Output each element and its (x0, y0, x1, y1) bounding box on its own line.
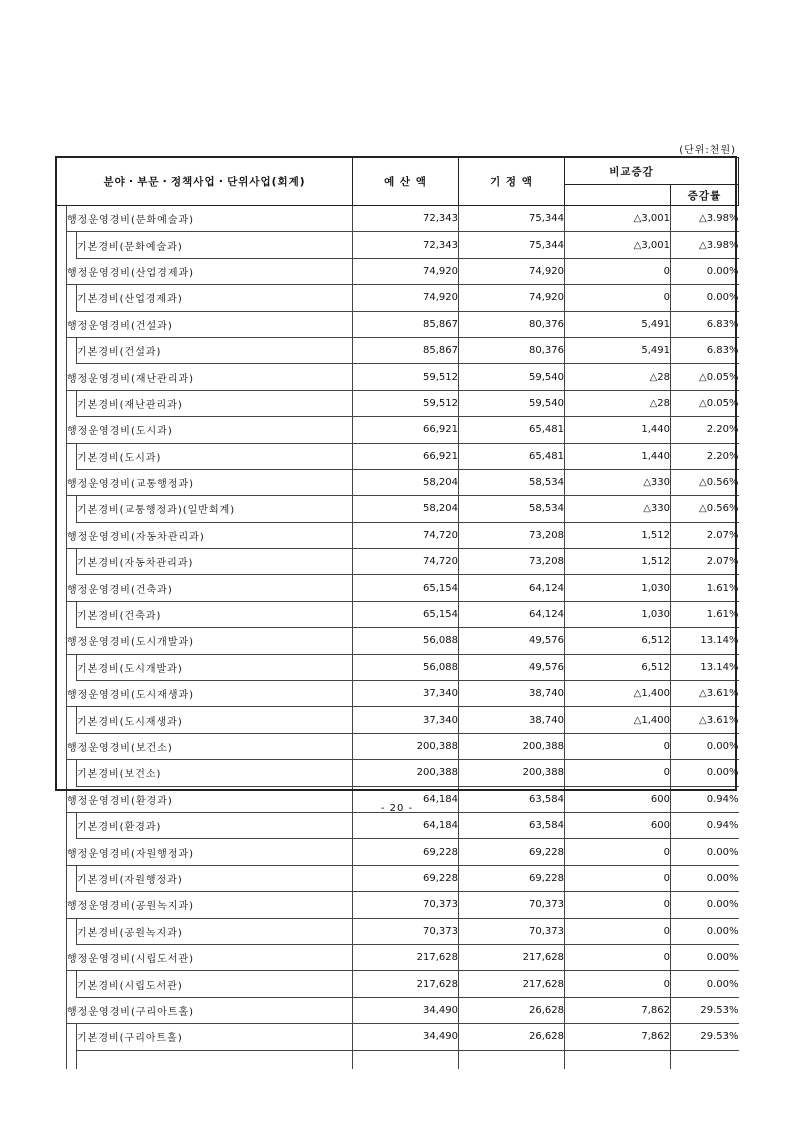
tree-indent (57, 601, 67, 627)
row-existing: 65,481 (459, 417, 565, 443)
tree-indent (67, 496, 77, 522)
row-name: 행정운영경비(교통행정과) (67, 469, 353, 495)
row-name: 기본경비(환경과) (77, 812, 353, 838)
row-diff: △3,001 (565, 232, 671, 258)
row-existing: 26,628 (459, 997, 565, 1023)
row-budget: 217,628 (353, 971, 459, 997)
row-rate: 0.94% (671, 812, 739, 838)
tree-indent (67, 601, 77, 627)
table-row (57, 628, 739, 654)
tree-indent (57, 258, 67, 284)
row-budget: 85,867 (353, 311, 459, 337)
row-diff: 600 (565, 786, 671, 812)
tree-indent (57, 681, 67, 707)
row-existing: 26,628 (459, 1024, 565, 1050)
tree-indent (67, 232, 77, 258)
row-name: 기본경비(공원녹지과) (77, 918, 353, 944)
row-budget: 59,512 (353, 390, 459, 416)
row-diff: 6,512 (565, 654, 671, 680)
tree-indent (57, 997, 67, 1023)
row-budget: 65,154 (353, 575, 459, 601)
row-name: 기본경비(건설과) (77, 337, 353, 363)
tree-indent (67, 812, 77, 838)
table-row (57, 285, 739, 311)
row-budget: 69,228 (353, 865, 459, 891)
row-existing: 75,344 (459, 206, 565, 232)
row-rate: 0.00% (671, 971, 739, 997)
row-name: 행정운영경비(자원행정과) (67, 839, 353, 865)
row-rate: 13.14% (671, 654, 739, 680)
row-name: 행정운영경비(건축과) (67, 575, 353, 601)
table-row (57, 575, 739, 601)
row-rate: △3.98% (671, 232, 739, 258)
row-name: 행정운영경비(도시개발과) (67, 628, 353, 654)
table-row (57, 654, 739, 680)
table-row (57, 311, 739, 337)
table-row (57, 733, 739, 759)
tree-indent (57, 654, 67, 680)
tree-indent (57, 760, 67, 786)
row-name: 기본경비(도시과) (77, 443, 353, 469)
row-name: 행정운영경비(산업경제과) (67, 258, 353, 284)
table-row (57, 337, 739, 363)
tree-indent (67, 760, 77, 786)
tree-indent (57, 628, 67, 654)
row-diff: 0 (565, 944, 671, 970)
row-budget: 65,154 (353, 601, 459, 627)
tree-indent (57, 575, 67, 601)
row-rate: 0.00% (671, 733, 739, 759)
row-existing: 58,534 (459, 496, 565, 522)
tree-indent (57, 971, 67, 997)
tree-indent (57, 364, 67, 390)
header-existing: 기 정 액 (459, 158, 565, 206)
tree-indent (67, 443, 77, 469)
row-budget: 200,388 (353, 760, 459, 786)
table-row (57, 839, 739, 865)
tree-indent (57, 311, 67, 337)
row-rate: 13.14% (671, 628, 739, 654)
tree-indent (57, 892, 67, 918)
row-name: 기본경비(보건소) (77, 760, 353, 786)
tree-indent (57, 918, 67, 944)
table-row (57, 681, 739, 707)
table-row (57, 496, 739, 522)
row-diff: 0 (565, 892, 671, 918)
row-diff: 1,512 (565, 522, 671, 548)
row-name: 행정운영경비(건설과) (67, 311, 353, 337)
tree-indent (57, 285, 67, 311)
row-rate: 2.20% (671, 417, 739, 443)
header-rate: 증감률 (671, 185, 739, 206)
row-rate: 0.00% (671, 760, 739, 786)
row-existing: 74,920 (459, 285, 565, 311)
tree-indent (57, 417, 67, 443)
row-rate: 0.00% (671, 892, 739, 918)
row-budget: 56,088 (353, 628, 459, 654)
row-budget: 69,228 (353, 839, 459, 865)
row-diff: 0 (565, 839, 671, 865)
table-row (57, 206, 739, 232)
row-name: 기본경비(시립도서관) (77, 971, 353, 997)
row-name: 기본경비(자동차관리과) (77, 549, 353, 575)
tree-indent (57, 232, 67, 258)
tree-indent (57, 812, 67, 838)
tree-indent (67, 337, 77, 363)
tree-indent (67, 918, 77, 944)
header-diff (565, 158, 739, 185)
tree-indent (57, 390, 67, 416)
row-name: 행정운영경비(자동차관리과) (67, 522, 353, 548)
row-rate: 29.53% (671, 997, 739, 1023)
row-existing: 70,373 (459, 918, 565, 944)
row-diff: 600 (565, 812, 671, 838)
row-budget: 66,921 (353, 417, 459, 443)
row-rate: 0.00% (671, 839, 739, 865)
table-row (57, 258, 739, 284)
row-existing: 73,208 (459, 522, 565, 548)
table-row (57, 232, 739, 258)
tree-indent (57, 337, 67, 363)
row-existing: 49,576 (459, 628, 565, 654)
row-rate: △0.56% (671, 496, 739, 522)
row-budget: 74,720 (353, 549, 459, 575)
tree-indent (57, 865, 67, 891)
row-existing: 63,584 (459, 812, 565, 838)
row-budget: 74,920 (353, 285, 459, 311)
row-diff: △1,400 (565, 707, 671, 733)
row-budget: 70,373 (353, 918, 459, 944)
table-row (57, 892, 739, 918)
row-existing: 69,228 (459, 839, 565, 865)
table-row (57, 469, 739, 495)
row-name: 기본경비(도시개발과) (77, 654, 353, 680)
table-row (57, 1024, 739, 1050)
table-row (57, 971, 739, 997)
table-row (57, 549, 739, 575)
row-diff: 1,440 (565, 417, 671, 443)
row-diff: 0 (565, 258, 671, 284)
row-budget: 74,920 (353, 258, 459, 284)
row-name: 기본경비(재난관리과) (77, 390, 353, 416)
tree-indent (67, 1024, 77, 1050)
row-rate: 0.00% (671, 865, 739, 891)
row-budget: 85,867 (353, 337, 459, 363)
empty-row (57, 1050, 739, 1069)
row-budget: 70,373 (353, 892, 459, 918)
row-diff: 7,862 (565, 1024, 671, 1050)
row-existing: 58,534 (459, 469, 565, 495)
table-row (57, 601, 739, 627)
tree-indent (67, 549, 77, 575)
tree-indent (57, 522, 67, 548)
row-diff: △3,001 (565, 206, 671, 232)
tree-indent (67, 390, 77, 416)
row-name: 행정운영경비(보건소) (67, 733, 353, 759)
tree-indent (67, 285, 77, 311)
row-budget: 217,628 (353, 944, 459, 970)
row-name: 행정운영경비(도시과) (67, 417, 353, 443)
tree-indent (57, 443, 67, 469)
row-existing: 80,376 (459, 311, 565, 337)
row-rate: 6.83% (671, 311, 739, 337)
row-name: 행정운영경비(시립도서관) (67, 944, 353, 970)
row-budget: 59,512 (353, 364, 459, 390)
row-existing: 73,208 (459, 549, 565, 575)
row-budget: 37,340 (353, 681, 459, 707)
tree-indent (57, 707, 67, 733)
row-rate: △0.05% (671, 364, 739, 390)
table-row (57, 812, 739, 838)
tree-indent (57, 206, 67, 232)
table-row (57, 865, 739, 891)
row-budget: 72,343 (353, 206, 459, 232)
row-diff: 0 (565, 733, 671, 759)
row-name: 행정운영경비(공원녹지과) (67, 892, 353, 918)
row-diff: 6,512 (565, 628, 671, 654)
row-budget: 200,388 (353, 733, 459, 759)
row-existing: 74,920 (459, 258, 565, 284)
tree-indent (57, 1024, 67, 1050)
row-rate: △3.98% (671, 206, 739, 232)
row-budget: 74,720 (353, 522, 459, 548)
row-diff: △28 (565, 390, 671, 416)
row-rate: △3.61% (671, 681, 739, 707)
row-diff: 0 (565, 760, 671, 786)
table-row (57, 390, 739, 416)
row-name: 기본경비(산업경제과) (77, 285, 353, 311)
row-rate: 0.00% (671, 944, 739, 970)
row-existing: 64,124 (459, 601, 565, 627)
row-diff: 5,491 (565, 311, 671, 337)
row-name: 행정운영경비(구리아트홀) (67, 997, 353, 1023)
row-existing: 38,740 (459, 681, 565, 707)
row-rate: △0.56% (671, 469, 739, 495)
row-budget: 56,088 (353, 654, 459, 680)
row-rate: 0.00% (671, 258, 739, 284)
row-diff: 1,440 (565, 443, 671, 469)
table-row (57, 417, 739, 443)
tree-indent (57, 469, 67, 495)
row-existing: 64,124 (459, 575, 565, 601)
table-row (57, 944, 739, 970)
table-row (57, 707, 739, 733)
row-existing: 217,628 (459, 944, 565, 970)
row-name: 기본경비(문화예술과) (77, 232, 353, 258)
row-rate: 0.00% (671, 285, 739, 311)
row-budget: 72,343 (353, 232, 459, 258)
row-budget: 66,921 (353, 443, 459, 469)
row-rate: 0.94% (671, 786, 739, 812)
row-name: 행정운영경비(재난관리과) (67, 364, 353, 390)
row-name: 행정운영경비(환경과) (67, 786, 353, 812)
row-existing: 75,344 (459, 232, 565, 258)
table-row (57, 997, 739, 1023)
row-name: 기본경비(건축과) (77, 601, 353, 627)
row-diff: 0 (565, 865, 671, 891)
tree-indent (67, 707, 77, 733)
header-category: 분야・부문・정책사업・단위사업(회계) (57, 158, 353, 206)
row-rate: 6.83% (671, 337, 739, 363)
row-existing: 200,388 (459, 733, 565, 759)
row-rate: 1.61% (671, 601, 739, 627)
row-existing: 63,584 (459, 786, 565, 812)
row-budget: 34,490 (353, 1024, 459, 1050)
row-rate: 29.53% (671, 1024, 739, 1050)
row-diff: 7,862 (565, 997, 671, 1023)
tree-indent (57, 944, 67, 970)
row-diff: △1,400 (565, 681, 671, 707)
row-existing: 38,740 (459, 707, 565, 733)
tree-indent (57, 839, 67, 865)
table-row (57, 364, 739, 390)
row-name: 행정운영경비(도시재생과) (67, 681, 353, 707)
row-rate: 0.00% (671, 918, 739, 944)
header-budget: 예 산 액 (353, 158, 459, 206)
row-name: 기본경비(구리아트홀) (77, 1024, 353, 1050)
row-existing: 80,376 (459, 337, 565, 363)
row-name: 행정운영경비(문화예술과) (67, 206, 353, 232)
row-diff: △330 (565, 469, 671, 495)
tree-indent (67, 865, 77, 891)
row-diff: 1,030 (565, 601, 671, 627)
row-rate: 2.20% (671, 443, 739, 469)
row-diff: 0 (565, 285, 671, 311)
row-name: 기본경비(도시재생과) (77, 707, 353, 733)
table-row (57, 760, 739, 786)
row-diff: △28 (565, 364, 671, 390)
tree-indent (57, 496, 67, 522)
row-diff: 1,030 (565, 575, 671, 601)
row-rate: △0.05% (671, 390, 739, 416)
row-diff: 5,491 (565, 337, 671, 363)
row-budget: 64,184 (353, 786, 459, 812)
row-name: 기본경비(자원행정과) (77, 865, 353, 891)
budget-table (56, 157, 739, 1069)
row-existing: 59,540 (459, 364, 565, 390)
row-diff: △330 (565, 496, 671, 522)
row-existing: 200,388 (459, 760, 565, 786)
row-budget: 58,204 (353, 469, 459, 495)
header-diff-label: 비교증감 (609, 165, 654, 178)
row-existing: 69,228 (459, 865, 565, 891)
tree-indent (57, 549, 67, 575)
row-rate: 2.07% (671, 549, 739, 575)
row-budget: 34,490 (353, 997, 459, 1023)
row-budget: 64,184 (353, 812, 459, 838)
tree-indent (67, 654, 77, 680)
row-name: 기본경비(교통행정과)(일반회계) (77, 496, 353, 522)
table-row (57, 522, 739, 548)
row-rate: △3.61% (671, 707, 739, 733)
row-existing: 59,540 (459, 390, 565, 416)
row-diff: 0 (565, 918, 671, 944)
row-existing: 65,481 (459, 443, 565, 469)
table-row (57, 918, 739, 944)
unit-label: (단위:천원) (679, 145, 736, 156)
row-existing: 49,576 (459, 654, 565, 680)
table-row (57, 443, 739, 469)
page-number: - 20 - (380, 803, 414, 814)
row-budget: 58,204 (353, 496, 459, 522)
row-diff: 1,512 (565, 549, 671, 575)
row-existing: 217,628 (459, 971, 565, 997)
row-rate: 1.61% (671, 575, 739, 601)
row-existing: 70,373 (459, 892, 565, 918)
row-diff: 0 (565, 971, 671, 997)
row-rate: 2.07% (671, 522, 739, 548)
tree-indent (57, 733, 67, 759)
tree-indent (67, 971, 77, 997)
row-budget: 37,340 (353, 707, 459, 733)
